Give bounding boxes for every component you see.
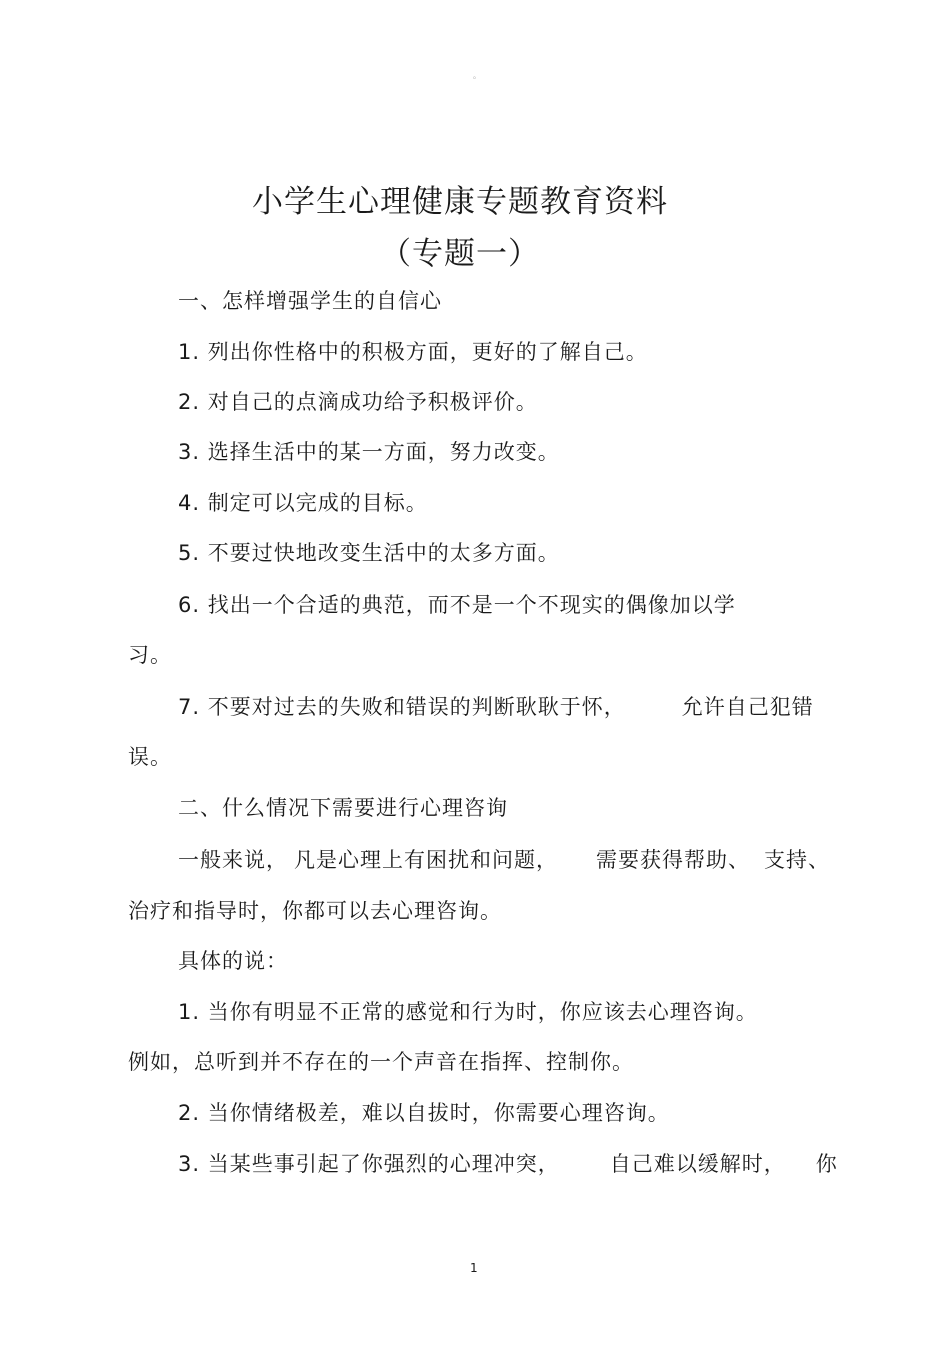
section2-item-continuation: 例如，总听到并不存在的一个声音在指挥、控制你。 (128, 1050, 634, 1074)
section2-paragraph-part-c: 需要获得帮助、 (596, 848, 750, 872)
section1-item7-part-b: 允许自己犯错 (681, 695, 814, 719)
section2-item: 2. 当你情绪极差，难以自拔时，你需要心理咨询。 (178, 1101, 670, 1125)
section2-item3-part-c: 你 (815, 1152, 838, 1176)
section2-paragraph-continuation: 治疗和指导时，你都可以去心理咨询。 (128, 899, 502, 923)
section2-paragraph-part-a: 一般来说， (178, 848, 288, 872)
section1-item: 3. 选择生活中的某一方面，努力改变。 (178, 440, 560, 464)
section2-paragraph-part-d: 支持、 (764, 848, 830, 872)
section2-specific-label: 具体的说： (178, 949, 288, 973)
section2-item3-part-a: 3. 当某些事引起了你强烈的心理冲突， (178, 1152, 560, 1176)
section1-item7 (178, 691, 814, 721)
section2-item3-part-b: 自己难以缓解时， (609, 1152, 786, 1176)
section1-heading: 一、怎样增强学生的自信心 (178, 289, 442, 313)
section1-item7-continuation: 误。 (128, 745, 172, 769)
section1-item7-part-a: 7. 不要对过去的失败和错误的判断耿耿于怀， (178, 695, 626, 719)
section1-item: 5. 不要过快地改变生活中的太多方面。 (178, 541, 560, 565)
section2-item: 1. 当你有明显不正常的感觉和行为时，你应该去心理咨询。 (178, 1000, 758, 1024)
section1-item: 1. 列出你性格中的积极方面，更好的了解自己。 (178, 340, 648, 364)
section1-item: 4. 制定可以完成的目标。 (178, 491, 428, 515)
section1-item: 6. 找出一个合适的典范，而不是一个不现实的偶像加以学 (178, 593, 736, 617)
section2-heading: 二、什么情况下需要进行心理咨询 (178, 796, 508, 820)
document-title: 小学生心理健康专题教育资料 (252, 184, 668, 220)
section1-item: 2. 对自己的点滴成功给予积极评价。 (178, 390, 538, 414)
section2-item3 (178, 1148, 838, 1178)
section1-item-continuation: 习。 (128, 643, 172, 667)
document-subtitle: （专题一） (380, 236, 540, 272)
page-number: 1 (470, 1261, 478, 1275)
section2-paragraph-part-b: 凡是心理上有困扰和问题， (294, 848, 558, 872)
top-mark: 。 (473, 71, 481, 80)
section2-paragraph (178, 844, 830, 874)
